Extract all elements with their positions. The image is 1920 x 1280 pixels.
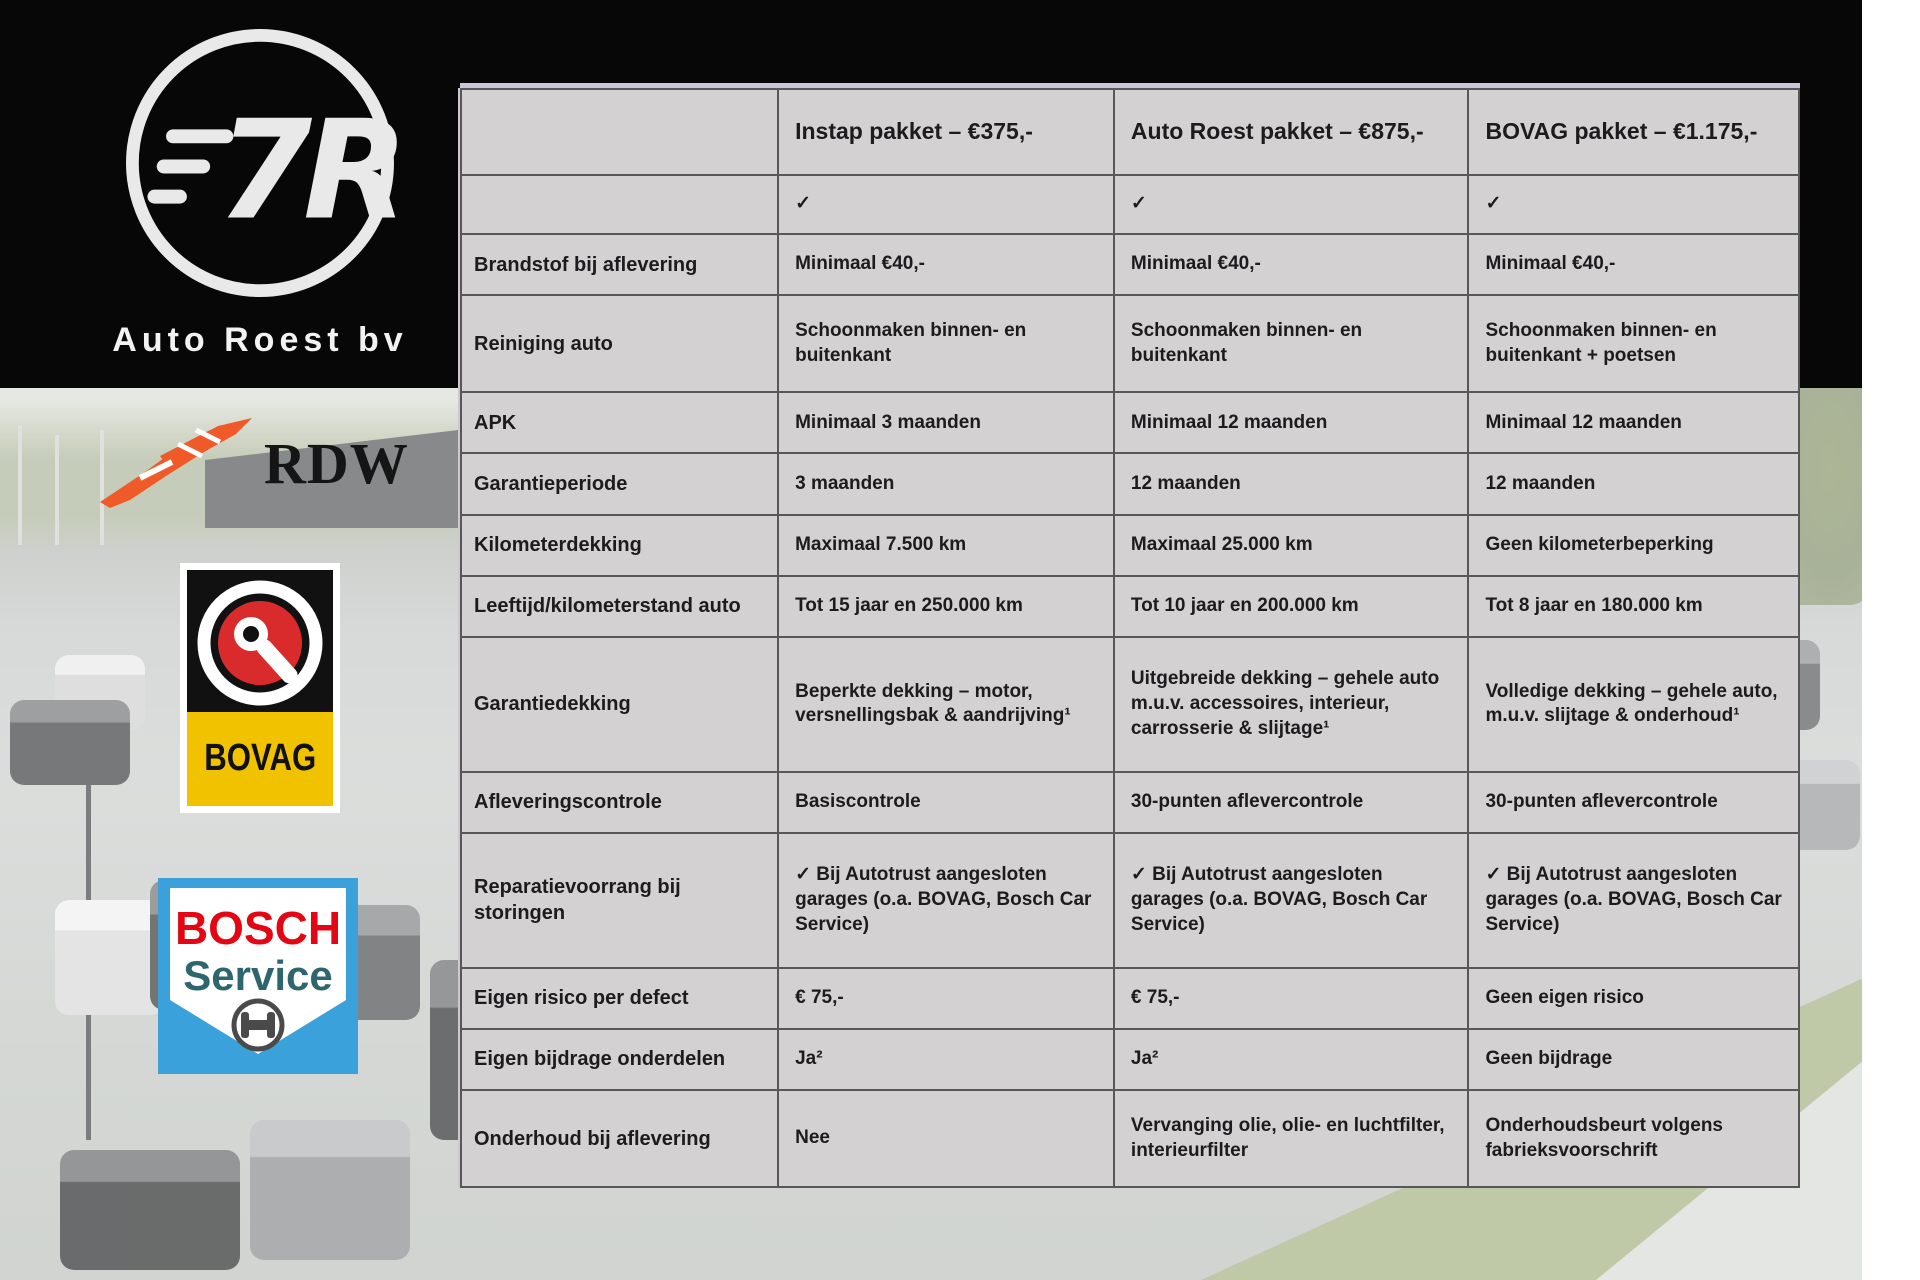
cell-value: Ja² — [778, 1029, 1114, 1090]
cell-value: Minimaal 12 maanden — [1468, 392, 1799, 453]
bovag-logo — [180, 563, 340, 813]
table-header-row — [461, 89, 1799, 175]
table-row — [461, 295, 1799, 392]
row-label: Brandstof bij aflevering — [461, 234, 778, 295]
cell-value: Geen bijdrage — [1468, 1029, 1799, 1090]
cell-value: Tot 15 jaar en 250.000 km — [778, 576, 1114, 637]
cell-value: Geen kilometerbeperking — [1468, 515, 1799, 576]
auto-roest-logo — [60, 18, 460, 378]
cell-value: ✓ — [1114, 175, 1469, 234]
table-row — [461, 772, 1799, 833]
cell-value: 30-punten aflevercontrole — [1468, 772, 1799, 833]
row-label: Garantiedekking — [461, 637, 778, 772]
cell-value: Geen eigen risico — [1468, 968, 1799, 1029]
cell-value: ✓ Bij Autotrust aangesloten garages (o.a. BOVAG, Bosch Car Service) — [1468, 833, 1799, 968]
row-label: Afleveringscontrole — [461, 772, 778, 833]
row-label: Kilometerdekking — [461, 515, 778, 576]
row-label: Onderhoud bij aflevering — [461, 1090, 778, 1187]
bovag-wordmark: BOVAG — [204, 737, 316, 780]
cell-value: 30-punten aflevercontrole — [1114, 772, 1469, 833]
row-label: Eigen risico per defect — [461, 968, 778, 1029]
cell-value: Schoonmaken binnen- en buitenkant + poetsen — [1468, 295, 1799, 392]
row-label: Eigen bijdrage onderdelen — [461, 1029, 778, 1090]
table-row — [461, 453, 1799, 514]
cell-value: 3 maanden — [778, 453, 1114, 514]
cell-value: ✓ Bij Autotrust aangesloten garages (o.a. BOVAG, Bosch Car Service) — [1114, 833, 1469, 968]
table-row — [461, 175, 1799, 234]
cell-value: Maximaal 25.000 km — [1114, 515, 1469, 576]
cell-value: ✓ — [778, 175, 1114, 234]
cell-value: Schoonmaken binnen- en buitenkant — [1114, 295, 1469, 392]
table-row — [461, 515, 1799, 576]
bosch-service-logo — [158, 878, 358, 1074]
svg-text:7R: 7R — [217, 91, 400, 251]
row-label — [461, 175, 778, 234]
rdw-wordmark: RDW — [264, 430, 409, 496]
cell-value: Tot 8 jaar en 180.000 km — [1468, 576, 1799, 637]
company-name: Auto Roest bv — [112, 321, 408, 359]
table-row — [461, 576, 1799, 637]
cell-value: Nee — [778, 1090, 1114, 1187]
table-row — [461, 833, 1799, 968]
rdw-logo — [100, 408, 420, 518]
cell-value: Ja² — [1114, 1029, 1469, 1090]
bovag-wordmark-band — [187, 712, 333, 806]
cell-value: Vervanging olie, olie- en luchtfilter, interieurfilter — [1114, 1090, 1469, 1187]
cell-value: Uitgebreide dekking – gehele auto m.u.v. accessoires, interieur, carrosserie & slijtage¹ — [1114, 637, 1469, 772]
table-row — [461, 392, 1799, 453]
package-comparison-table — [460, 88, 1800, 1188]
cell-value: Minimaal €40,- — [1114, 234, 1469, 295]
right-margin — [1862, 0, 1920, 1280]
cell-value: Minimaal 12 maanden — [1114, 392, 1469, 453]
table-row — [461, 1090, 1799, 1187]
table-row — [461, 637, 1799, 772]
cell-value: Volledige dekking – gehele auto, m.u.v. slijtage & onderhoud¹ — [1468, 637, 1799, 772]
cell-value: ✓ — [1468, 175, 1799, 234]
cell-value: € 75,- — [778, 968, 1114, 1029]
bosch-wordmark: BOSCH — [174, 902, 342, 954]
column-header-instap-pakket: Instap pakket – €375,- — [778, 89, 1114, 175]
cell-value: Minimaal €40,- — [1468, 234, 1799, 295]
table-row — [461, 968, 1799, 1029]
table-row — [461, 234, 1799, 295]
auto-roest-monogram-icon — [115, 18, 405, 308]
cell-value: Minimaal 3 maanden — [778, 392, 1114, 453]
bovag-wrench-icon — [187, 570, 333, 712]
cell-value: Tot 10 jaar en 200.000 km — [1114, 576, 1469, 637]
bosch-service-wordmark: Service — [183, 952, 333, 999]
column-header-auto-roest-pakket: Auto Roest pakket – €875,- — [1114, 89, 1469, 175]
cell-value: Schoonmaken binnen- en buitenkant — [778, 295, 1114, 392]
cell-value: Basiscontrole — [778, 772, 1114, 833]
row-label: APK — [461, 392, 778, 453]
cell-value: ✓ Bij Autotrust aangesloten garages (o.a. BOVAG, Bosch Car Service) — [778, 833, 1114, 968]
cell-value: Onderhoudsbeurt volgens fabrieksvoorschrift — [1468, 1090, 1799, 1187]
cell-value: Minimaal €40,- — [778, 234, 1114, 295]
cell-value: Beperkte dekking – motor, versnellingsbak & aandrijving¹ — [778, 637, 1114, 772]
cell-value: 12 maanden — [1468, 453, 1799, 514]
cell-value: 12 maanden — [1114, 453, 1469, 514]
row-label: Reiniging auto — [461, 295, 778, 392]
cell-value: Maximaal 7.500 km — [778, 515, 1114, 576]
column-header-bovag-pakket: BOVAG pakket – €1.175,- — [1468, 89, 1799, 175]
row-label: Reparatievoorrang bij storingen — [461, 833, 778, 968]
cell-value: € 75,- — [1114, 968, 1469, 1029]
row-label: Leeftijd/kilometerstand auto — [461, 576, 778, 637]
column-header-empty — [461, 89, 778, 175]
row-label: Garantieperiode — [461, 453, 778, 514]
rdw-flame-icon — [100, 416, 260, 511]
table-row — [461, 1029, 1799, 1090]
